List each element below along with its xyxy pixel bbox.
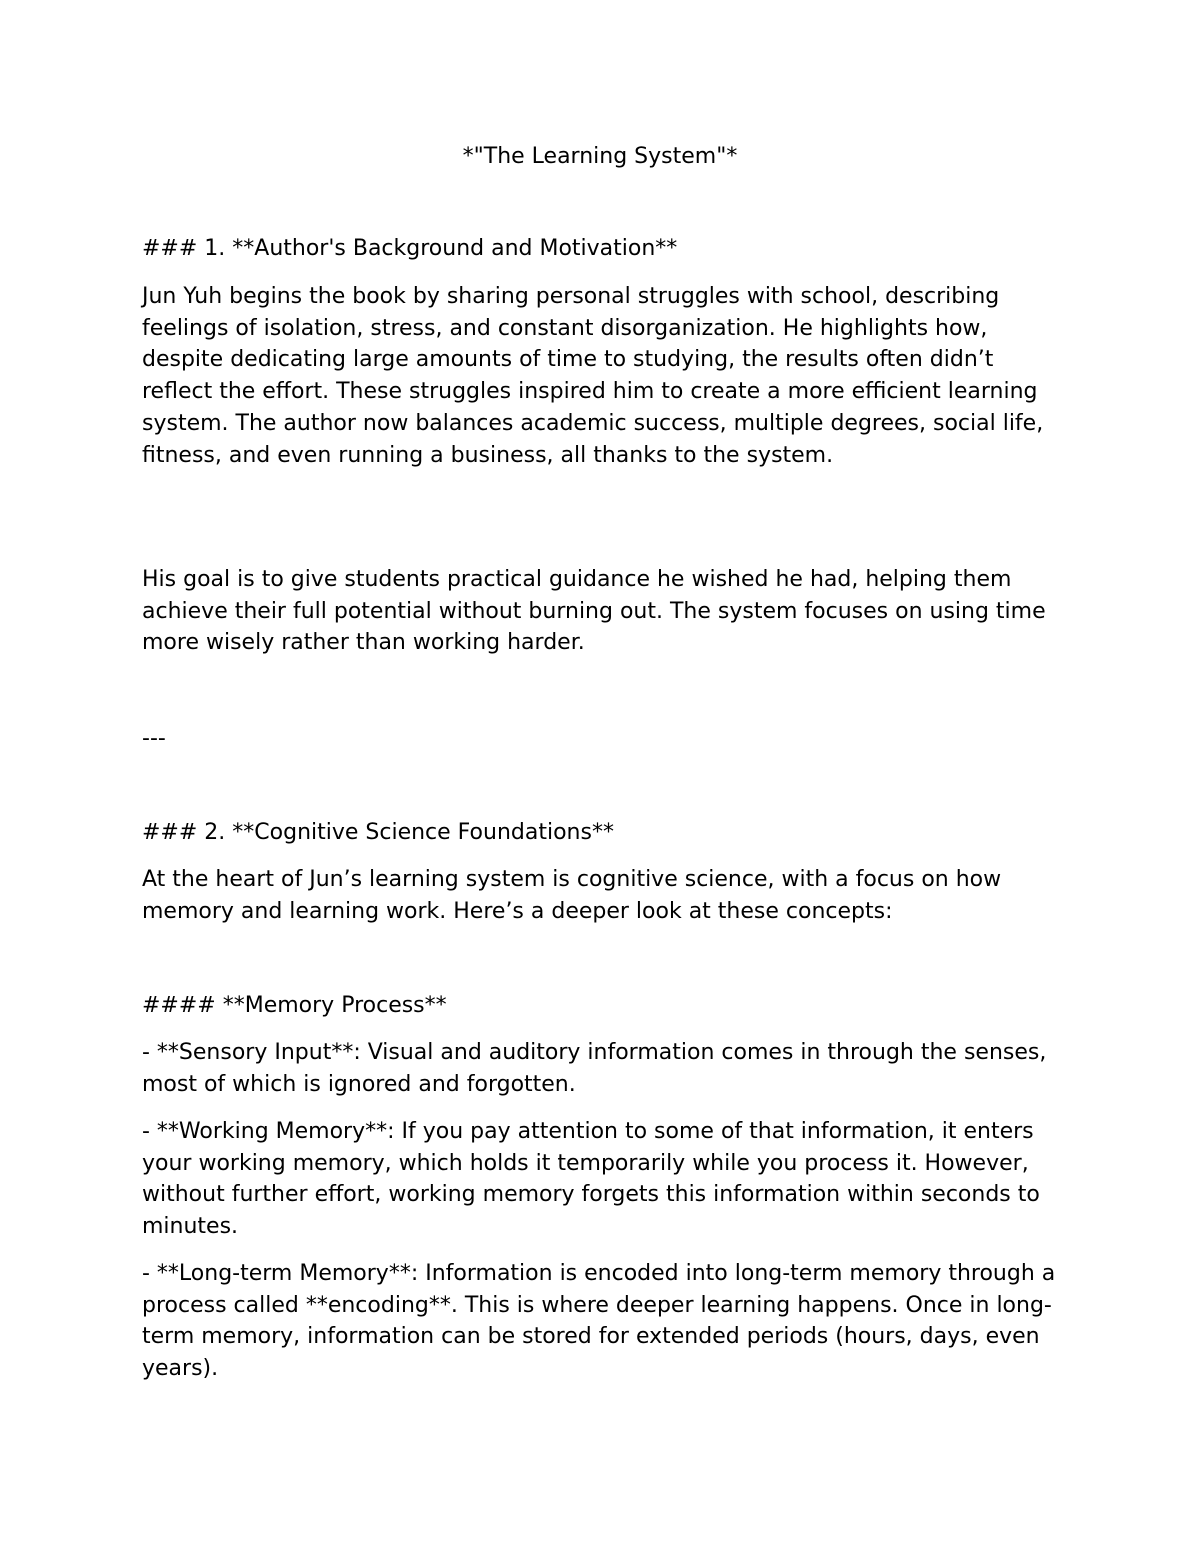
separator: --- — [142, 726, 166, 751]
list-item-working-memory: - **Working Memory**: If you pay attention to some of that information, it enters your working memory, which holds it temporarily while you process it. However, without further effort, working memory forgets this information within seconds to minutes. — [142, 1119, 1040, 1240]
section-1-paragraph-1: Jun Yuh begins the book by sharing personal struggles with school, describing feelings of isolation, stress, and constant disorganization. He highlights how, despite dedicating large amounts of time to studying, the results often didn’t reflect the effort. These struggles inspired him to create a more efficient learning system. The author now balances academic success, multiple degrees, social life, fitness, and even running a business, all thanks to the system. — [142, 284, 1044, 468]
section-1-heading: ### 1. **Author's Background and Motivation** — [142, 236, 678, 261]
section-2-heading: ### 2. **Cognitive Science Foundations** — [142, 820, 614, 845]
memory-process-subheading: #### **Memory Process** — [142, 993, 447, 1018]
section-1-paragraph-2: His goal is to give students practical guidance he wished he had, helping them achieve their full potential without burning out. The system focuses on using time more wisely rather than working harder. — [142, 567, 1046, 656]
section-2-paragraph: At the heart of Jun’s learning system is cognitive science, with a focus on how memory and learning work. Here’s a deeper look at these concepts: — [142, 867, 1002, 924]
document-title: *"The Learning System"* — [462, 144, 738, 169]
list-item-sensory-input: - **Sensory Input**: Visual and auditory information comes in through the senses, most of which is ignored and forgotten. — [142, 1040, 1047, 1097]
list-item-long-term-memory: - **Long-term Memory**: Information is encoded into long-term memory through a process called **encoding**. This is where deeper learning happens. Once in long-term memory, information can be stored for extended periods (hours, days, even years). — [142, 1261, 1056, 1382]
